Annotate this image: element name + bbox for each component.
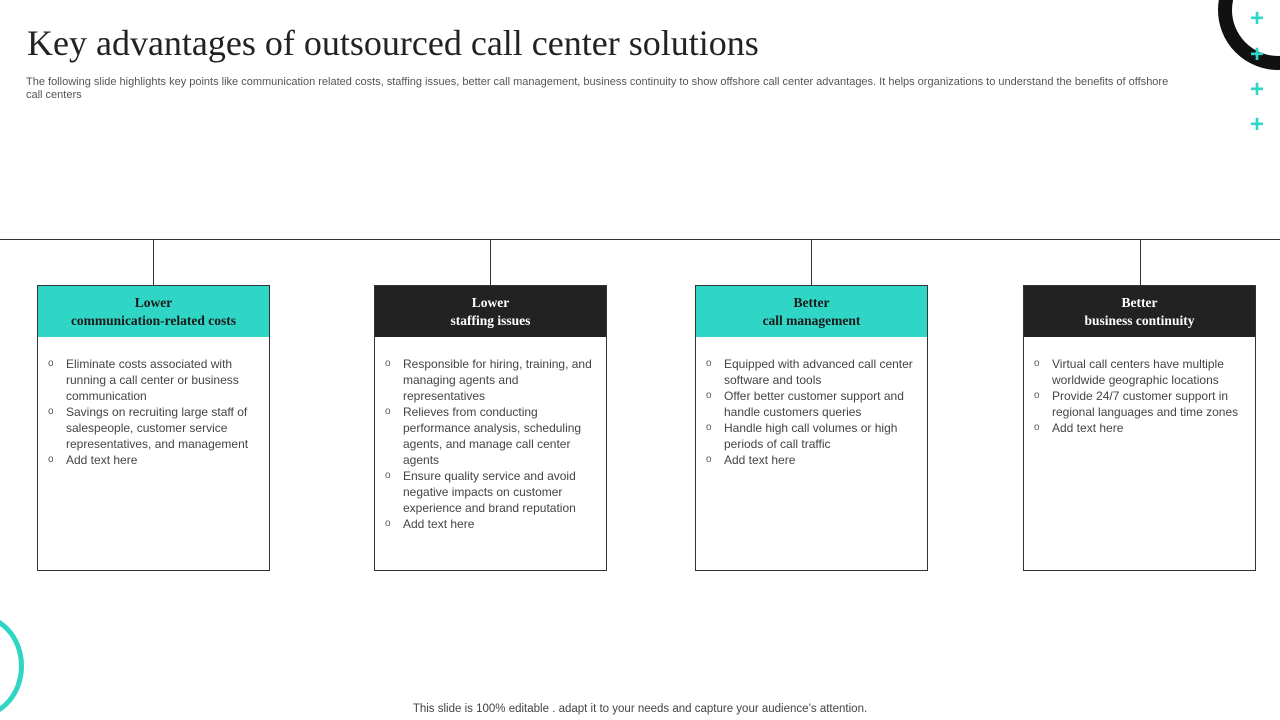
connector-line-1 (153, 239, 154, 285)
slide-title: Key advantages of outsourced call center solutions (27, 23, 759, 63)
connector-horizontal-line (0, 239, 1280, 240)
plus-icon: + (1249, 5, 1264, 32)
connector-line-4 (1140, 239, 1141, 285)
footer-note: This slide is 100% editable . adapt it to your needs and capture your audience’s attention. (412, 703, 868, 715)
card-communication-costs (37, 285, 270, 571)
list-item: o Add text here (385, 516, 594, 532)
card-business-continuity (1023, 285, 1256, 571)
card-call-management (695, 285, 928, 571)
card-heading-line: call management (762, 312, 861, 328)
card-heading-line: communication-related costs (70, 312, 237, 328)
card-points (375, 337, 606, 532)
list-item: o Offer better customer support and handle customers queries (706, 388, 915, 420)
list-item: o Virtual call centers have multiple worldwide geographic locations (1034, 356, 1243, 388)
plus-icon: + (1249, 76, 1264, 103)
list-item: o Ensure quality service and avoid negative impacts on customer experience and brand reputation (385, 468, 594, 516)
card-points (1024, 337, 1255, 436)
slide-subtitle: The following slide highlights key points like communication related costs, staffing issues, better call management, business continuity to show offshore call center advantages. It helps organizations to understand the benefits of offshore call centers (26, 76, 1169, 101)
plus-icon: + (1249, 111, 1264, 138)
card-points (38, 337, 269, 468)
connector-line-3 (811, 239, 812, 285)
card-heading (375, 286, 606, 337)
list-item: o Handle high call volumes or high periods of call traffic (706, 420, 915, 452)
card-heading (696, 286, 927, 337)
card-points (696, 337, 927, 468)
connector-line-2 (490, 239, 491, 285)
card-staffing-issues (374, 285, 607, 571)
card-heading-line: business continuity (1084, 312, 1195, 328)
list-item: o Eliminate costs associated with running a call center or business communication (48, 356, 257, 404)
card-heading-line: Better (1121, 294, 1158, 310)
list-item: o Add text here (48, 452, 257, 468)
card-heading (38, 286, 269, 337)
list-item: o Savings on recruiting large staff of salespeople, customer service representatives, and management (48, 404, 257, 452)
list-item: o Add text here (1034, 420, 1243, 436)
list-item: o Provide 24/7 customer support in regional languages and time zones (1034, 388, 1243, 420)
card-heading-line: Lower (134, 294, 173, 310)
plus-icon: + (1249, 41, 1264, 68)
list-item: o Equipped with advanced call center software and tools (706, 356, 915, 388)
list-item: o Responsible for hiring, training, and managing agents and representatives (385, 356, 594, 404)
card-heading (1024, 286, 1255, 337)
list-item: o Add text here (706, 452, 915, 468)
list-item: o Relieves from conducting performance analysis, scheduling agents, and manage call center agents (385, 404, 594, 468)
card-heading-line: staffing issues (450, 312, 531, 328)
card-heading-line: Better (793, 294, 830, 310)
card-heading-line: Lower (471, 294, 510, 310)
